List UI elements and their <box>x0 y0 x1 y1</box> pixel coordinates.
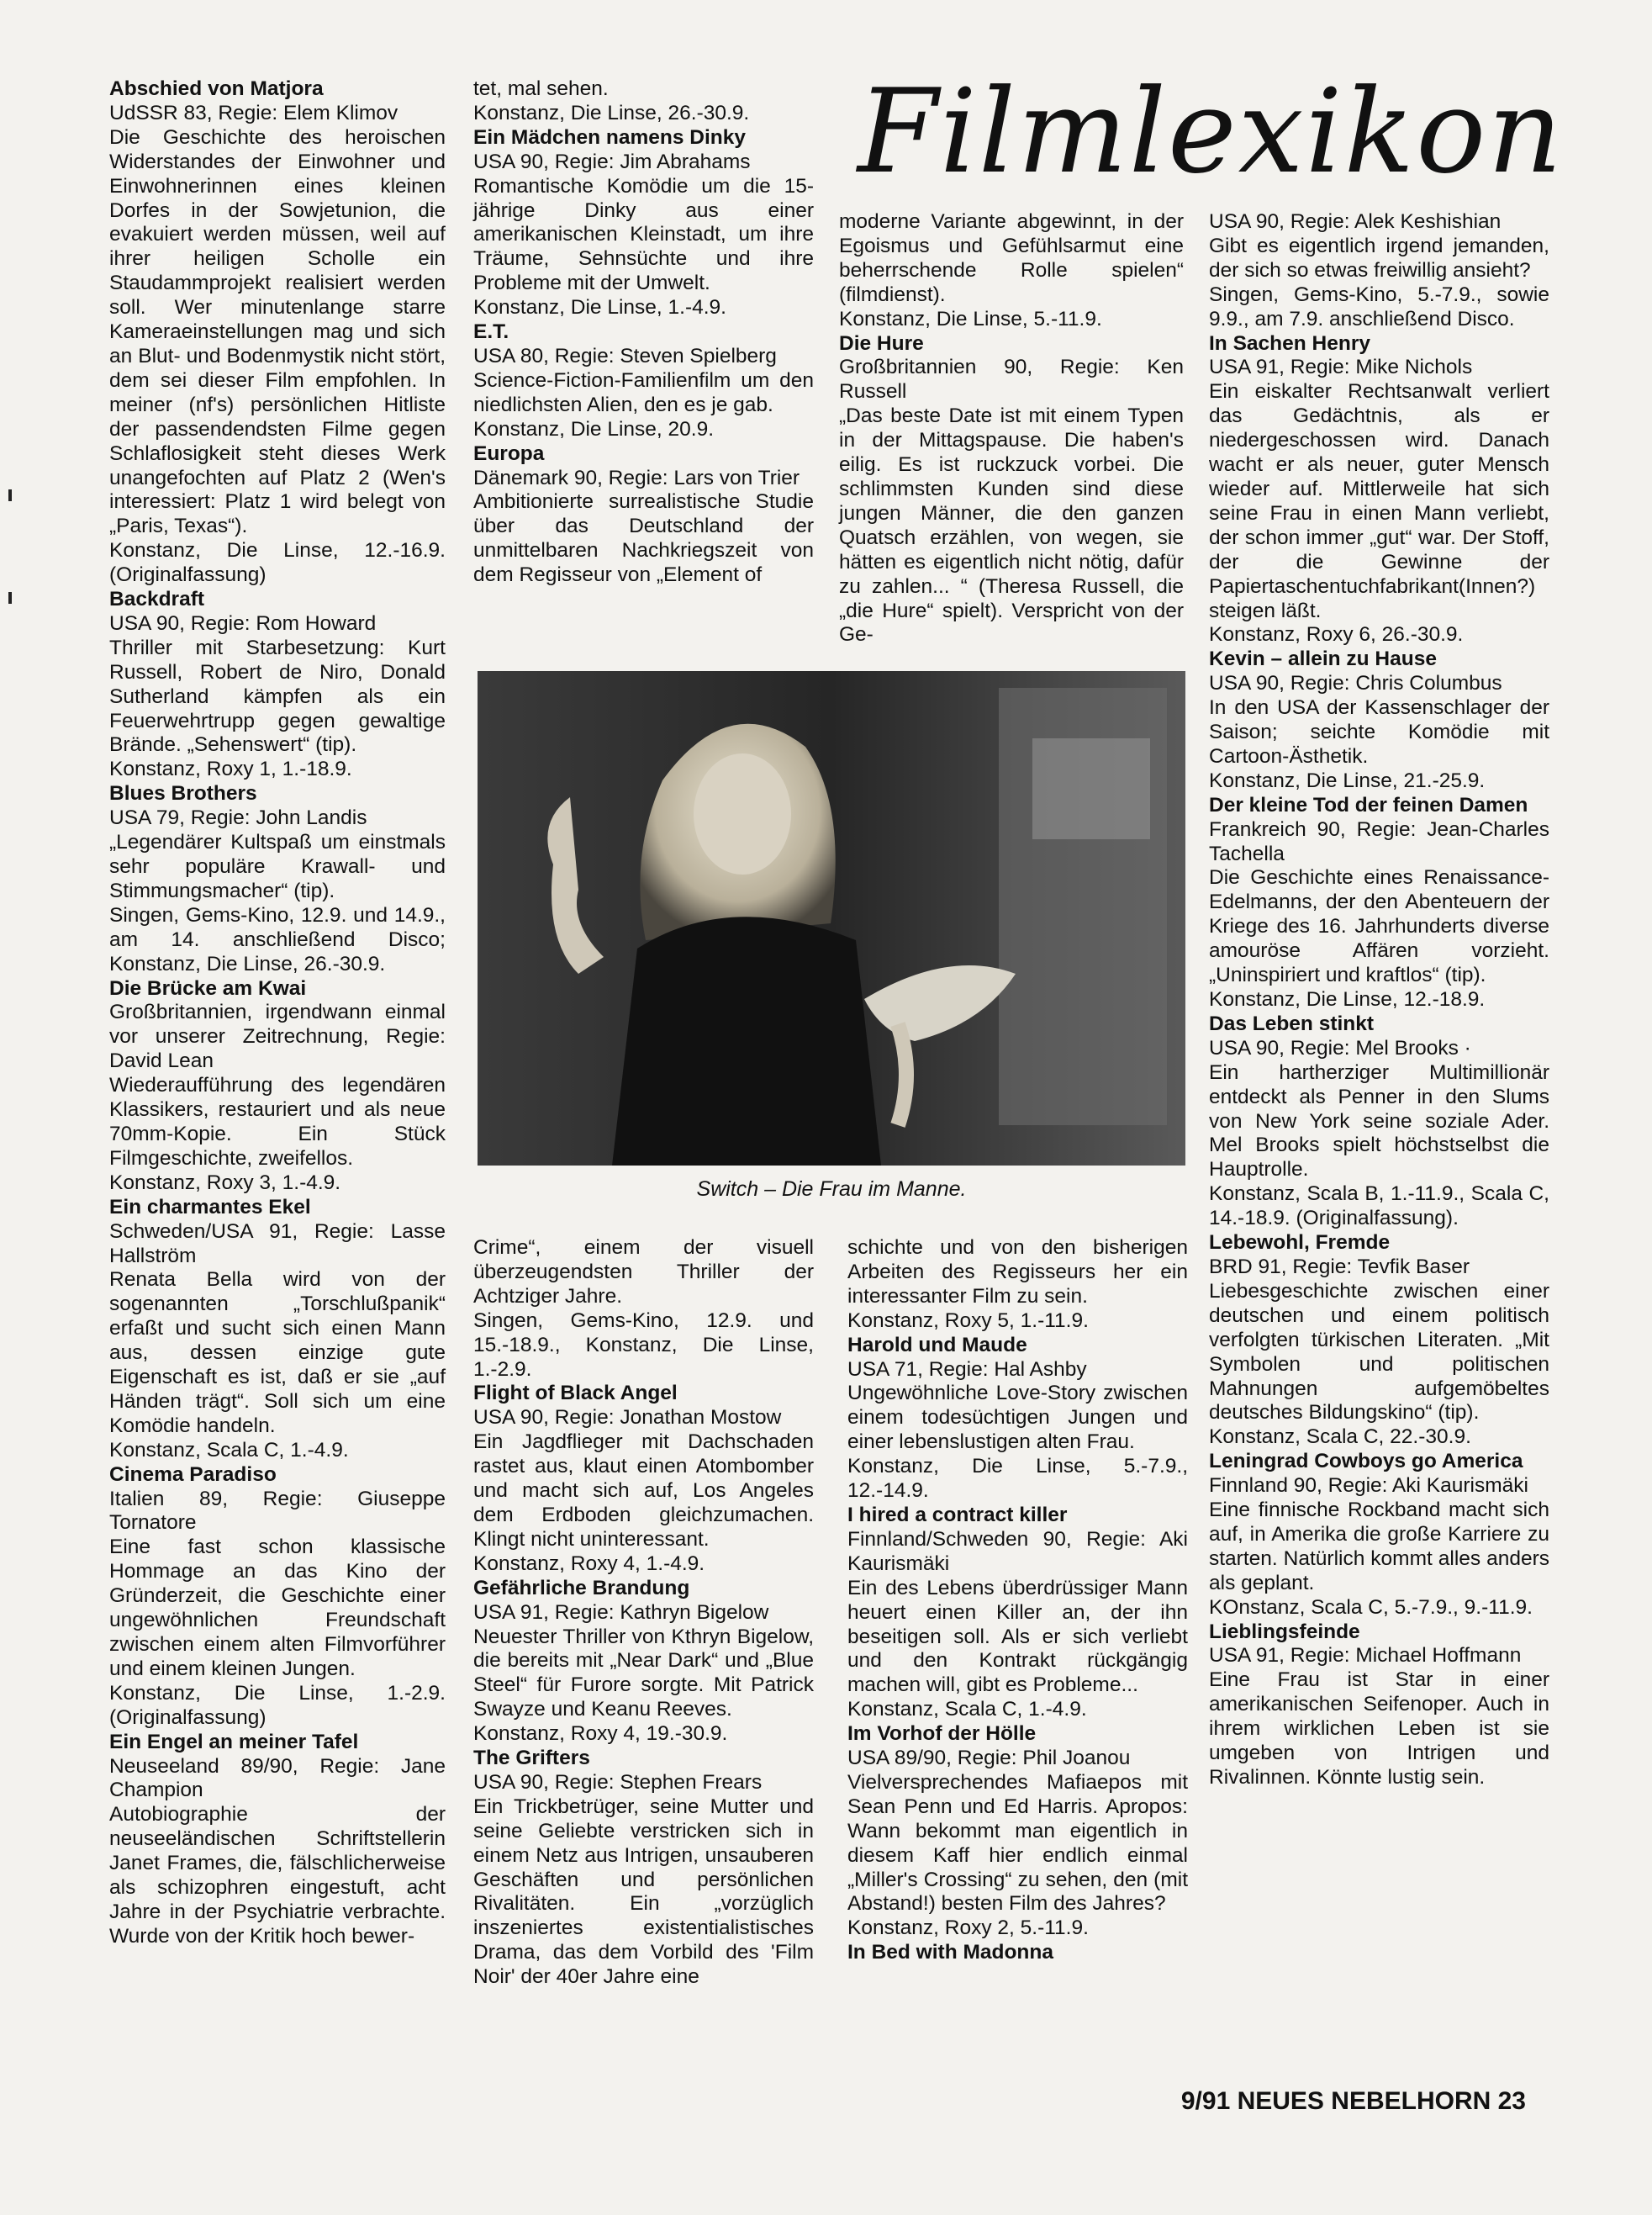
film-text: USA 80, Regie: Steven Spielberg <box>473 344 777 367</box>
film-text: „Legendärer Kultspaß um einstmals sehr populäre Krawall- und Stimmungsmacher“ (tip). <box>109 831 446 902</box>
film-text: UdSSR 83, Regie: Elem Klimov <box>109 101 398 124</box>
film-text: Konstanz, Scala C, 1.-4.9. <box>847 1698 1087 1721</box>
film-title: In Sachen Henry <box>1209 331 1370 355</box>
film-text: Schweden/USA 91, Regie: Lasse Hallström <box>109 1219 446 1267</box>
film-title: Lebewohl, Fremde <box>1209 1231 1391 1255</box>
film-text: USA 90, Regie: Rom Howard <box>109 611 377 635</box>
film-still-illustration <box>478 671 1185 1166</box>
film-text: KOnstanz, Scala C, 5.-7.9., 9.-11.9. <box>1209 1595 1533 1619</box>
film-text: Konstanz, Roxy 4, 19.-30.9. <box>473 1722 728 1746</box>
film-text: Konstanz, Roxy 1, 1.-18.9. <box>109 758 352 781</box>
film-text: USA 90, Regie: Stephen Frears <box>473 1770 763 1794</box>
film-text: Ungewöhnliche Love-Story zwischen einem todesüchtigen Jungen und einer lebenslustigen alten Frau. <box>847 1382 1188 1454</box>
film-text: Die Geschichte des heroischen Widerstandes der Einwohner und Einwohnerinnen eines kleinen Dorfes in der Sowjetunion, die evakuiert werden müssen, weil auf ihrer heiligen Scholle ein Staudammprojekt realisiert werden soll. Wer minutenlange starre Kameraeinstellungen mag und sich an Blut- und Bodenmystik nicht stört, dem sei dieser Film empfohlen. In meiner (nf's) persönlichen Hitliste der passendendsten Filme gegen Schlaflosigkeit steht dieses Werk unangefochten auf Platz 2 (Wen's interessiert: Platz 1 wird belegt von „Paris, Texas“). <box>109 125 446 538</box>
film-text: Konstanz, Scala C, 1.-4.9. <box>109 1438 349 1462</box>
film-text: USA 91, Regie: Kathryn Bigelow <box>473 1600 769 1624</box>
film-text: USA 90, Regie: Jonathan Mostow <box>473 1406 782 1430</box>
film-text: Großbritannien 90, Regie: Ken Russell <box>839 356 1184 404</box>
film-title: Cinema Paradiso <box>109 1462 277 1486</box>
film-text: Singen, Gems-Kino, 12.9. und 15.-18.9., Konstanz, Die Linse, 1.-2.9. <box>473 1308 814 1381</box>
film-text: Ein hartherziger Multimillionär entdeckt als Penner in den Slums von New York seine soziale Ader. Mel Brooks spielt höchstselbst die Hauptrolle. <box>1209 1060 1549 1182</box>
film-title: Blues Brothers <box>109 782 257 806</box>
film-text: „Das beste Date ist mit einem Typen in der Mittagspause. Die haben's eilig. Es ist ruckzuck vorbei. Die schlimmsten Kunden sind diese jungen Männer, die den ganzen Quatsch erzählen, von wegen, sie hätten es eigentlich nicht nötig, dafür zu zahlen... “ (Theresa Russell, die „die Hure“ spielt). Verspricht von der Ge- <box>839 404 1184 647</box>
film-text: USA 91, Regie: Michael Hoffmann <box>1209 1644 1522 1668</box>
film-title: Die Hure <box>839 331 924 355</box>
film-title: Ein Engel an meiner Tafel <box>109 1730 359 1753</box>
film-text: schichte und von den bisherigen Arbeiten des Regisseurs her ein interessanter Film zu sein. <box>847 1236 1188 1308</box>
film-text: Die Geschichte eines Renaissance-Edelmanns, der den Abenteuern der Kriege des 16. Jahrhunderts diverse amouröse Affären vorzieht. „Uninspiriert und kraftlos“ (tip). <box>1209 866 1549 987</box>
film-text: Konstanz, Die Linse, 26.-30.9. <box>473 101 750 124</box>
column-3-bottom <box>847 1236 1188 1965</box>
film-text: Romantische Komödie um die 15-jährige Dinky aus einer amerikanischen Kleinstadt, um ihre Träume, Sehnsüchte und ihre Probleme mit der Umwelt. <box>473 174 814 295</box>
film-title: E.T. <box>473 320 509 344</box>
film-text: Eine fast schon klassische Hommage an das Kino der Gründerzeit, die Geschichte einer ungewöhnlichen Freundschaft zwischen einem alten Filmvorführer und einem kleinen Jungen. <box>109 1536 446 1680</box>
film-text: Konstanz, Roxy 3, 1.-4.9. <box>109 1171 341 1194</box>
film-text: Finnland 90, Regie: Aki Kaurismäki <box>1209 1474 1528 1498</box>
film-text: Renata Bella wird von der sogenannten „Torschlußpanik“ erfaßt und sucht sich einen Mann aus, dessen einzige gute Eigenschaft es ist, daß er sie „auf Händen trägt“. Soll sich um eine Komödie handeln. <box>109 1268 446 1437</box>
column-2-top <box>473 77 814 588</box>
film-title: Harold und Maude <box>847 1333 1027 1356</box>
film-title: Ein charmantes Ekel <box>109 1195 311 1219</box>
film-text: Konstanz, Roxy 6, 26.-30.9. <box>1209 623 1464 647</box>
film-text: Großbritannien, irgendwann einmal vor unserer Zeitrechnung, Regie: David Lean <box>109 1001 446 1073</box>
film-title: Das Leben stinkt <box>1209 1012 1375 1035</box>
film-title: Ein Mädchen namens Dinky <box>473 125 747 149</box>
film-text: In den USA der Kassenschlager der Saison; seichte Komödie mit Cartoon-Ästhetik. <box>1209 696 1549 768</box>
film-text: USA 90, Regie: Jim Abrahams <box>473 150 751 173</box>
margin-mark <box>8 592 12 604</box>
film-text: Konstanz, Die Linse, 1.-4.9. <box>473 296 726 320</box>
film-text: Neuester Thriller von Kthryn Bigelow, die bereits mit „Near Dark“ und „Blue Steel“ für Furore sorgte. Mit Patrick Swayze und Keanu Reeves. <box>473 1625 814 1721</box>
film-title: Kevin – allein zu Hause <box>1209 648 1437 671</box>
film-still-photo <box>478 671 1185 1166</box>
film-text: Konstanz, Roxy 4, 1.-4.9. <box>473 1552 705 1575</box>
column-2-bottom <box>473 1236 814 1990</box>
film-text: USA 90, Regie: Mel Brooks · <box>1209 1036 1471 1060</box>
film-text: Neuseeland 89/90, Regie: Jane Champion <box>109 1754 446 1802</box>
film-title: I hired a contract killer <box>847 1503 1068 1526</box>
column-1 <box>109 77 446 1949</box>
film-text: Ein Jagdflieger mit Dachschaden rastet aus, klaut einen Atombomber und macht sich auf, Los Angeles dem Erdboden gleichzumachen. Klingt nicht uninteressant. <box>473 1430 814 1551</box>
film-text: Liebesgeschichte zwischen einer deutschen und einem politisch verfolgten türkischen Literaten. „Mit Symbolen und politischen Mahnungen aufgemöbeltes deutsches Bildungskino“ (tip). <box>1209 1279 1549 1425</box>
film-title: Lieblingsfeinde <box>1209 1620 1360 1643</box>
film-text: Konstanz, Die Linse, 12.-16.9. (Originalfassung) <box>109 539 446 587</box>
film-text: Konstanz, Scala B, 1.-11.9., Scala C, 14.-18.9. (Originalfassung). <box>1209 1182 1549 1230</box>
film-text: Italien 89, Regie: Giuseppe Tornatore <box>109 1487 446 1535</box>
film-text: Ein eiskalter Rechtsanwalt verliert das Gedächtnis, als er niedergeschossen wird. Danach wacht er als neuer, guter Mensch wieder auf. Mittlerweile hat sich seine Frau in einen Mann verliebt, der schon immer „gut“ war. Der Stoff, der die Gewinne der Papiertaschentuchfabrikant(Innen?) steigen läßt. <box>1209 380 1549 622</box>
film-text: Vielversprechendes Mafiaepos mit Sean Penn und Ed Harris. Apropos: Wann bekommt man eigentlich in diesem Kaff hier endlich einmal „Miller's Crossing“ zu sehen, den (mit Abstand!) besten Film des Jahres? <box>847 1770 1188 1916</box>
film-text: Konstanz, Die Linse, 12.-18.9. <box>1209 988 1486 1011</box>
film-text: Eine Frau ist Star in einer amerikanischen Seifenoper. Auch in ihrem wirklichen Leben ist sie umgeben von Intrigen und Rivalinnen. Könnte lustig sein. <box>1209 1668 1549 1789</box>
film-text: Autobiographie der neuseeländischen Schriftstellerin Janet Frames, die, fälschlicherweise als schizophren eingestuft, acht Jahre in der Psychiatrie verbrachte. Wurde von der Kritik hoch bewer- <box>109 1803 446 1948</box>
film-text: Thriller mit Starbesetzung: Kurt Russell, Robert de Niro, Donald Sutherland kämpfen als ein Feuerwehrtrupp gegen gewaltige Brände. „Sehenswert“ (tip). <box>109 636 446 757</box>
film-text: Wiederaufführung des legendären Klassikers, restauriert und als neue 70mm-Kopie. Ein Stück Filmgeschichte, zweifellos. <box>109 1074 446 1170</box>
film-title: Im Vorhof der Hölle <box>847 1722 1037 1746</box>
film-text: Singen, Gems-Kino, 5.-7.9., sowie 9.9., am 7.9. anschließend Disco. <box>1209 283 1549 330</box>
film-text: Gibt es eigentlich irgend jemanden, der sich so etwas freiwillig ansieht? <box>1209 234 1549 282</box>
film-title: Gefährliche Brandung <box>473 1576 690 1599</box>
film-text: BRD 91, Regie: Tevfik Baser <box>1209 1255 1470 1278</box>
film-text: Crime“, einem der visuell überzeugendsten Thriller der Achtziger Jahre. <box>473 1236 814 1308</box>
film-text: Konstanz, Roxy 2, 5.-11.9. <box>847 1916 1089 1940</box>
film-text: Science-Fiction-Familienfilm um den niedlichsten Alien, den es je gab. <box>473 368 814 416</box>
film-title: Backdraft <box>109 588 205 611</box>
film-text: Konstanz, Die Linse, 5.-7.9., 12.-14.9. <box>847 1455 1188 1503</box>
film-text: USA 71, Regie: Hal Ashby <box>847 1357 1087 1381</box>
column-4 <box>1209 210 1549 1790</box>
film-text: Konstanz, Die Linse, 21.-25.9. <box>1209 769 1486 792</box>
film-text: Konstanz, Roxy 5, 1.-11.9. <box>847 1308 1089 1332</box>
film-text: Eine finnische Rockband macht sich auf, in Amerika die große Karriere zu starten. Natürlich kommt alles anders als geplant. <box>1209 1499 1549 1594</box>
film-text: Singen, Gems-Kino, 12.9. und 14.9., am 14. anschließend Disco; Konstanz, Die Linse, 26.-30.9. <box>109 903 446 975</box>
film-text: Konstanz, Die Linse, 20.9. <box>473 417 715 441</box>
film-text: Ein des Lebens überdrüssiger Mann heuert einen Killer an, der ihn beseitigen soll. Als er sich verliebt und den Kontrakt rückgängig machen will, gibt es Probleme... <box>847 1576 1188 1697</box>
film-title: Der kleine Tod der feinen Damen <box>1209 793 1528 817</box>
film-text: Konstanz, Die Linse, 5.-11.9. <box>839 307 1102 330</box>
film-text: USA 79, Regie: John Landis <box>109 806 367 830</box>
film-text: USA 90, Regie: Chris Columbus <box>1209 672 1502 695</box>
film-text: moderne Variante abgewinnt, in der Egoismus und Gefühlsarmut eine beherrschende Rolle spielen“ (filmdienst). <box>839 210 1184 306</box>
film-text: Finnland/Schweden 90, Regie: Aki Kaurismäki <box>847 1527 1188 1575</box>
film-title: In Bed with Madonna <box>847 1941 1053 1964</box>
film-text: USA 90, Regie: Alek Keshishian <box>1209 210 1502 233</box>
margin-mark <box>8 489 12 501</box>
film-text: USA 89/90, Regie: Phil Joanou <box>847 1747 1131 1770</box>
film-title: The Grifters <box>473 1747 590 1770</box>
film-text: Konstanz, Scala C, 22.-30.9. <box>1209 1425 1471 1449</box>
film-text: USA 91, Regie: Mike Nichols <box>1209 356 1473 379</box>
film-title: Leningrad Cowboys go America <box>1209 1450 1523 1473</box>
film-text: Dänemark 90, Regie: Lars von Trier <box>473 466 800 489</box>
film-title: Abschied von Matjora <box>109 77 324 100</box>
film-title: Die Brücke am Kwai <box>109 976 307 1000</box>
film-title: Flight of Black Angel <box>473 1382 678 1405</box>
film-text: tet, mal sehen. <box>473 77 609 100</box>
film-text: Frankreich 90, Regie: Jean-Charles Tachella <box>1209 817 1549 865</box>
page-footer: 9/91 NEUES NEBELHORN 23 <box>1180 2087 1526 2115</box>
film-text: Ein Trickbetrüger, seine Mutter und seine Geliebte verstricken sich in einem Netz aus Intrigen, unsauberen Geschäften und persönlichen Rivalitäten. Ein „vorzüglich inszeniertes existentialistisches Drama, das dem Vorbild des 'Film Noir' der 40er Jahre eine <box>473 1795 814 1989</box>
film-text: Konstanz, Die Linse, 1.-2.9. (Originalfassung) <box>109 1681 446 1729</box>
film-text: Ambitionierte surrealistische Studie über das Deutschland der unmittelbaren Nachkriegszeit von dem Regisseur von „Element of <box>473 490 814 587</box>
page-title: Filmlexikon <box>858 64 1565 199</box>
photo-caption: Switch – Die Frau im Manne. <box>696 1177 967 1201</box>
film-title: Europa <box>473 441 545 465</box>
column-3-top <box>839 210 1184 648</box>
